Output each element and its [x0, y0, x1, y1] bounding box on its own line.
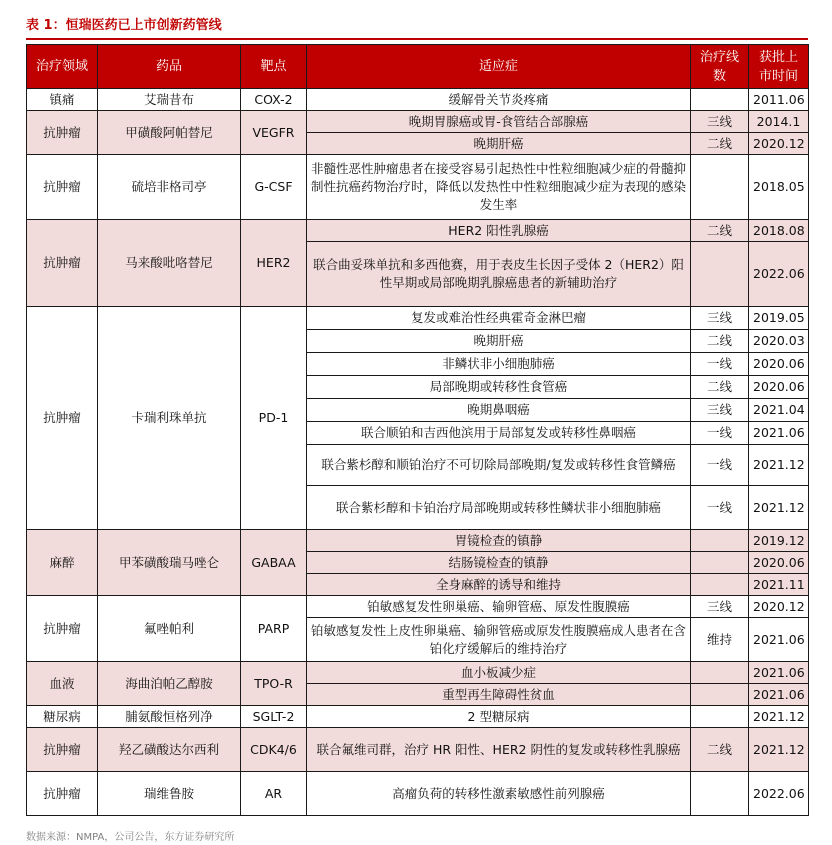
cell-indication: 局部晚期或转移性食管癌 — [307, 376, 691, 399]
cell-line: 一线 — [691, 353, 749, 376]
cell-target: GABAA — [241, 530, 307, 596]
cell-indication: 全身麻醉的诱导和维持 — [307, 574, 691, 596]
cell-date: 2020.03 — [749, 330, 809, 353]
cell-date: 2021.06 — [749, 684, 809, 706]
cell-line — [691, 662, 749, 684]
table-title: 表 1：恒瑞医药已上市创新药管线 — [26, 18, 222, 33]
cell-drug: 硫培非格司亭 — [98, 155, 241, 220]
cell-line — [691, 552, 749, 574]
cell-line: 一线 — [691, 445, 749, 486]
cell-field: 抗肿瘤 — [27, 307, 98, 530]
cell-date: 2019.12 — [749, 530, 809, 552]
cell-date: 2018.08 — [749, 220, 809, 242]
cell-date: 2022.06 — [749, 772, 809, 816]
cell-indication: 复发或难治性经典霍奇金淋巴瘤 — [307, 307, 691, 330]
cell-line: 一线 — [691, 422, 749, 445]
cell-line: 二线 — [691, 376, 749, 399]
cell-indication: 2 型糖尿病 — [307, 706, 691, 728]
cell-indication: 血小板减少症 — [307, 662, 691, 684]
cell-date: 2020.06 — [749, 552, 809, 574]
cell-drug: 马来酸吡咯替尼 — [98, 220, 241, 307]
table-row — [27, 662, 809, 684]
cell-target: COX-2 — [241, 89, 307, 111]
cell-drug: 瑞维鲁胺 — [98, 772, 241, 816]
cell-indication: 非鳞状非小细胞肺癌 — [307, 353, 691, 376]
cell-line: 二线 — [691, 728, 749, 772]
cell-date: 2020.12 — [749, 133, 809, 155]
header-indication: 适应症 — [307, 45, 691, 89]
header-target: 靶点 — [241, 45, 307, 89]
cell-date: 2021.12 — [749, 728, 809, 772]
table-row — [27, 706, 809, 728]
cell-line: 二线 — [691, 133, 749, 155]
cell-line — [691, 530, 749, 552]
cell-line: 三线 — [691, 111, 749, 133]
cell-line — [691, 574, 749, 596]
cell-indication: 联合曲妥珠单抗和多西他赛，用于表皮生长因子受体 2（HER2）阳性早期或局部晚期乳腺癌患者的新辅助治疗 — [307, 242, 691, 307]
cell-indication: 晚期肝癌 — [307, 133, 691, 155]
cell-indication: 铂敏感复发性上皮性卵巢癌、输卵管癌或原发性腹膜癌成人患者在含铂化疗缓解后的维持治疗 — [307, 618, 691, 662]
cell-field: 血液 — [27, 662, 98, 706]
cell-field: 抗肿瘤 — [27, 728, 98, 772]
cell-field: 抗肿瘤 — [27, 220, 98, 307]
cell-line — [691, 89, 749, 111]
cell-line: 二线 — [691, 330, 749, 353]
cell-target: PD-1 — [241, 307, 307, 530]
cell-drug: 羟乙磺酸达尔西利 — [98, 728, 241, 772]
cell-field: 抗肿瘤 — [27, 155, 98, 220]
cell-date: 2021.06 — [749, 618, 809, 662]
cell-indication: 非髓性恶性肿瘤患者在接受容易引起热性中性粒细胞减少症的骨髓抑制性抗癌药物治疗时，降低以发热性中性粒细胞减少症为表现的感染发生率 — [307, 155, 691, 220]
cell-indication: 重型再生障碍性贫血 — [307, 684, 691, 706]
table-row — [27, 111, 809, 133]
cell-date: 2021.12 — [749, 486, 809, 530]
cell-field: 抗肿瘤 — [27, 111, 98, 155]
cell-drug: 艾瑞昔布 — [98, 89, 241, 111]
table-row — [27, 530, 809, 552]
cell-indication: 联合紫杉醇和卡铂治疗局部晚期或转移性鳞状非小细胞肺癌 — [307, 486, 691, 530]
cell-date: 2020.06 — [749, 376, 809, 399]
cell-drug: 甲磺酸阿帕替尼 — [98, 111, 241, 155]
cell-date: 2021.11 — [749, 574, 809, 596]
cell-target: VEGFR — [241, 111, 307, 155]
cell-field: 抗肿瘤 — [27, 596, 98, 662]
cell-indication: 胃镜检查的镇静 — [307, 530, 691, 552]
cell-date: 2021.06 — [749, 662, 809, 684]
cell-line: 维持 — [691, 618, 749, 662]
cell-line: 三线 — [691, 399, 749, 422]
cell-date: 2020.12 — [749, 596, 809, 618]
cell-field: 抗肿瘤 — [27, 772, 98, 816]
cell-line — [691, 684, 749, 706]
cell-date: 2021.06 — [749, 422, 809, 445]
cell-date: 2014.1 — [749, 111, 809, 133]
cell-drug: 卡瑞利珠单抗 — [98, 307, 241, 530]
cell-field: 麻醉 — [27, 530, 98, 596]
cell-line: 三线 — [691, 307, 749, 330]
cell-indication: 联合顺铂和吉西他滨用于局部复发或转移性鼻咽癌 — [307, 422, 691, 445]
cell-indication: 晚期鼻咽癌 — [307, 399, 691, 422]
cell-indication: 联合紫杉醇和顺铂治疗不可切除局部晚期/复发或转移性食管鳞癌 — [307, 445, 691, 486]
cell-date: 2022.06 — [749, 242, 809, 307]
source-note: 数据来源：NMPA，公司公告，东方证券研究所 — [26, 832, 235, 843]
cell-drug: 海曲泊帕乙醇胺 — [98, 662, 241, 706]
table-row — [27, 89, 809, 111]
cell-date: 2021.12 — [749, 445, 809, 486]
cell-field: 镇痛 — [27, 89, 98, 111]
table-row — [27, 220, 809, 242]
table-row — [27, 596, 809, 618]
cell-target: HER2 — [241, 220, 307, 307]
table-header-row — [27, 45, 809, 89]
cell-indication: 晚期肝癌 — [307, 330, 691, 353]
cell-target: TPO-R — [241, 662, 307, 706]
cell-target: AR — [241, 772, 307, 816]
cell-indication: 联合氟维司群，治疗 HR 阳性、HER2 阴性的复发或转移性乳腺癌 — [307, 728, 691, 772]
cell-indication: 晚期胃腺癌或胃-食管结合部腺癌 — [307, 111, 691, 133]
cell-line — [691, 242, 749, 307]
cell-indication: 结肠镜检查的镇静 — [307, 552, 691, 574]
cell-date: 2019.05 — [749, 307, 809, 330]
cell-line: 二线 — [691, 220, 749, 242]
header-line: 治疗线数 — [691, 45, 749, 89]
cell-date: 2020.06 — [749, 353, 809, 376]
header-field: 治疗领域 — [27, 45, 98, 89]
cell-indication: 铂敏感复发性卵巢癌、输卵管癌、原发性腹膜癌 — [307, 596, 691, 618]
cell-line: 三线 — [691, 596, 749, 618]
cell-indication: HER2 阳性乳腺癌 — [307, 220, 691, 242]
cell-line — [691, 772, 749, 816]
cell-drug: 甲苯磺酸瑞马唑仑 — [98, 530, 241, 596]
table-row — [27, 155, 809, 220]
title-divider — [26, 38, 808, 40]
cell-date: 2011.06 — [749, 89, 809, 111]
table-row — [27, 307, 809, 330]
cell-drug: 氟唑帕利 — [98, 596, 241, 662]
pipeline-table — [26, 44, 809, 816]
cell-target: PARP — [241, 596, 307, 662]
cell-target: SGLT-2 — [241, 706, 307, 728]
table-row — [27, 772, 809, 816]
cell-line: 一线 — [691, 486, 749, 530]
cell-date: 2021.12 — [749, 706, 809, 728]
cell-target: CDK4/6 — [241, 728, 307, 772]
cell-target: G-CSF — [241, 155, 307, 220]
cell-date: 2018.05 — [749, 155, 809, 220]
cell-date: 2021.04 — [749, 399, 809, 422]
cell-indication: 缓解骨关节炎疼痛 — [307, 89, 691, 111]
cell-drug: 脯氨酸恒格列净 — [98, 706, 241, 728]
table-row — [27, 728, 809, 772]
cell-line — [691, 706, 749, 728]
header-drug: 药品 — [98, 45, 241, 89]
cell-indication: 高瘤负荷的转移性激素敏感性前列腺癌 — [307, 772, 691, 816]
header-date: 获批上市时间 — [749, 45, 809, 89]
cell-field: 糖尿病 — [27, 706, 98, 728]
cell-line — [691, 155, 749, 220]
